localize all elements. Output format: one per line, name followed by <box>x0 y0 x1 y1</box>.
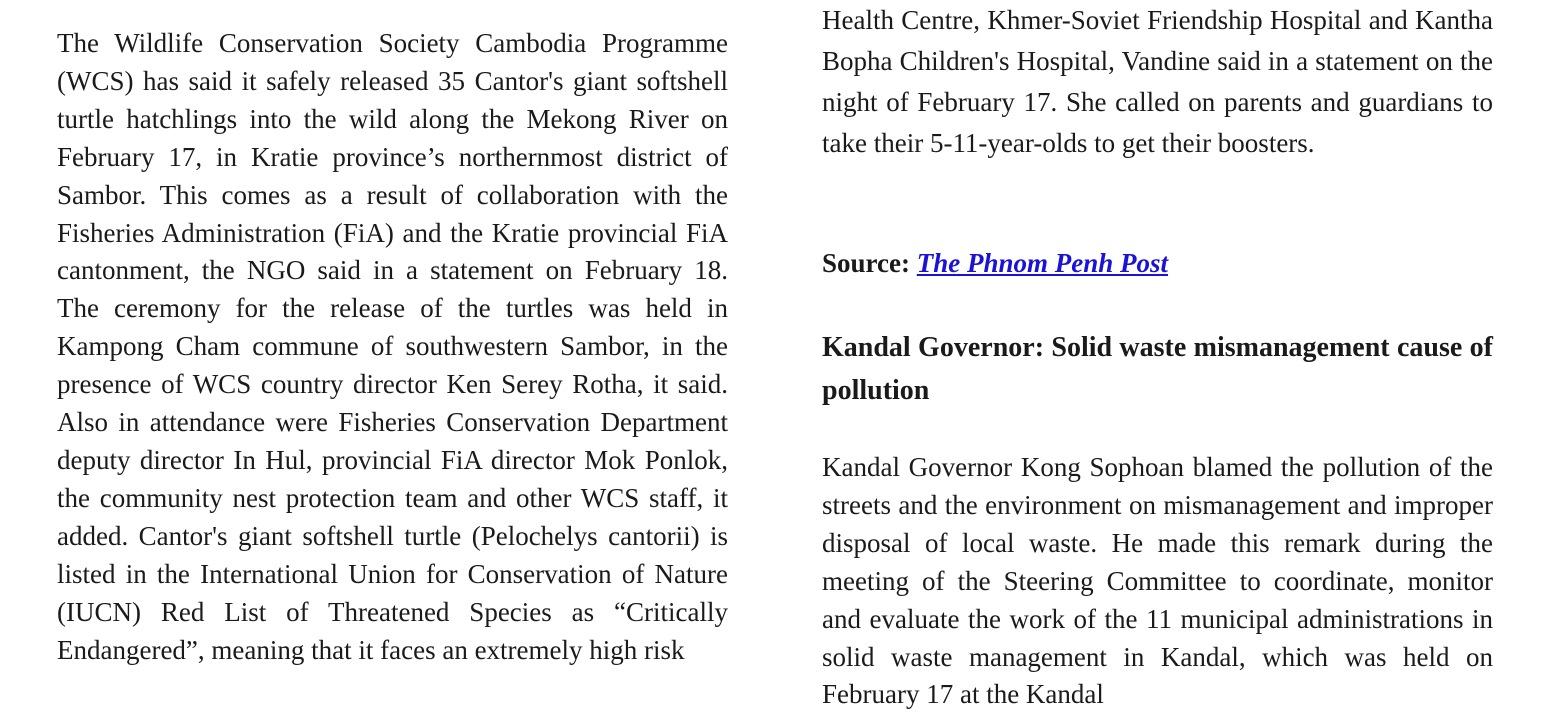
source-label: Source: <box>822 248 917 278</box>
source-link[interactable]: The Phnom Penh Post <box>916 248 1169 278</box>
source-line <box>822 244 1168 282</box>
article-headline: Kandal Governor: Solid waste mismanagement cause of pollution <box>822 332 1493 406</box>
turtle-release-article-text: The Wildlife Conservation Society Cambodia Programme (WCS) has said it safely released 35 Cantor's giant softshell turtle hatchlings into the wild along the Mekong River on February 17, in Kratie province’s northernmost district of Sambor. This comes as a result of collaboration with the Fisheries Administration (FiA) and the Kratie provincial FiA cantonment, the NGO said in a statement on February 18. The ceremony for the release of the turtles was held in Kampong Cham commune of southwestern Sambor, in the presence of WCS country director Ken Serey Rotha, it said. Also in attendance were Fisheries Conservation Department deputy director In Hul, provincial FiA director Mok Ponlok, the community nest protection team and other WCS staff, it added. Cantor's giant softshell turtle (Pelochelys cantorii) is listed in the International Union for Conservation of Nature (IUCN) Red List of Threatened Species as “Critically Endangered”, meaning that it faces an extremely high risk <box>57 28 728 665</box>
booster-article-continued-text: Health Centre, Khmer-Soviet Friendship Hospital and Kantha Bopha Children's Hospital, Vandine said in a statement on the night of February 17. She called on parents and guardians to take their 5-11-year-olds to get their boosters. <box>822 5 1493 158</box>
kandal-article-text: Kandal Governor Kong Sophoan blamed the pollution of the streets and the environment on mismanagement and improper disposal of local waste. He made this remark during the meeting of the Steering Committee to coordinate, monitor and evaluate the work of the 11 municipal administrations in solid waste management in Kandal, which was held on February 17 at the Kandal <box>822 452 1493 710</box>
left-column <box>57 25 728 669</box>
